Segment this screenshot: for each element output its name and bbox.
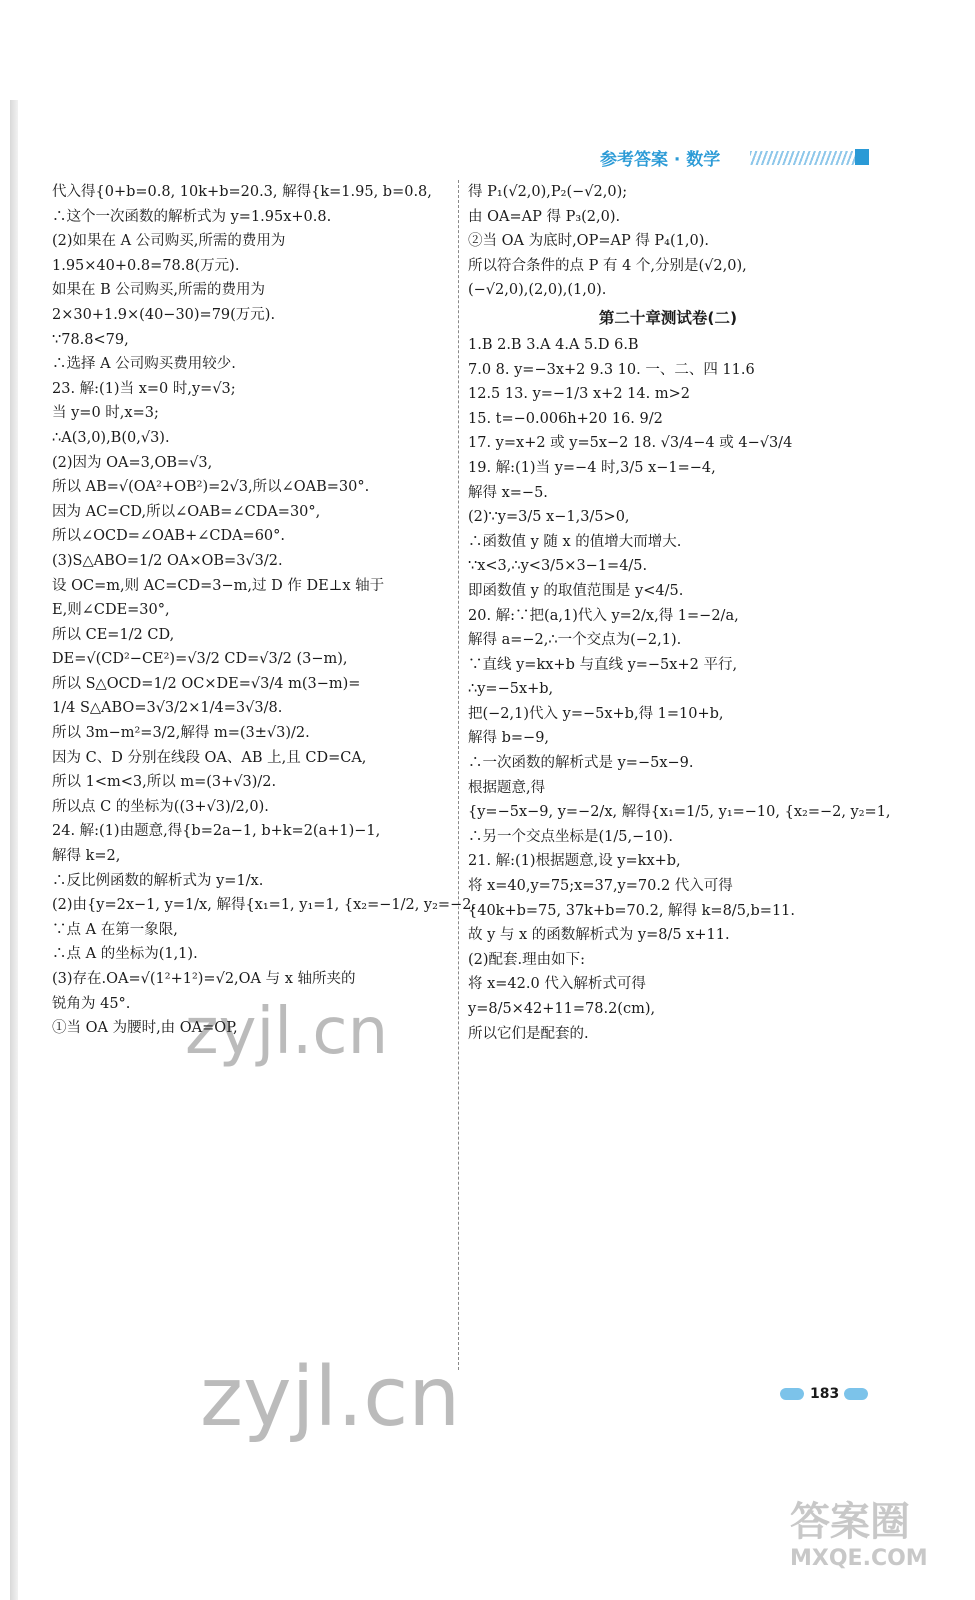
section-title: 第二十章测试卷(二)	[598, 308, 738, 327]
text-line: 解得 a=−2,∴一个交点为(−2,1).	[468, 632, 682, 649]
text-line: ∴另一个交点坐标是(1/5,−10).	[468, 828, 673, 845]
text-line: 得 P₁(√2,0),P₂(−√2,0);	[468, 184, 628, 200]
right-column-bottom	[468, 333, 891, 1046]
text-line: 21. 解:(1)根据题意,设 y=kx+b,	[468, 853, 681, 870]
watermark-1: zyjl.cn	[185, 995, 389, 1069]
text-line: 所以点 C 的坐标为((3+√3)/2,0).	[52, 798, 269, 815]
text-line: 19. 解:(1)当 y=−4 时,3/5 x−1=−4,	[468, 459, 716, 476]
page-header	[600, 145, 870, 171]
site-stamp	[790, 1490, 950, 1580]
text-line: 1.B 2.B 3.A 4.A 5.D 6.B	[468, 336, 639, 353]
header-stripes	[750, 151, 855, 165]
text-line: 所以 AB=√(OA²+OB²)=2√3,所以∠OAB=30°.	[52, 479, 370, 496]
text-line: {y=−5x−9, y=−2/x, 解得{x₁=1/5, y₁=−10, {x₂=−2, y₂=1,	[468, 804, 891, 821]
text-line: 24. 解:(1)由题意,得{b=2a−1, b+k=2(a+1)−1,	[52, 823, 381, 840]
text-line: ∴A(3,0),B(0,√3).	[52, 429, 170, 446]
text-line: ∴y=−5x+b,	[468, 681, 554, 698]
text-line: 所以 3m−m²=3/2,解得 m=(3±√3)/2.	[52, 725, 310, 742]
text-line: 17. y=x+2 或 y=5x−2 18. √3/4−4 或 4−√3/4	[468, 435, 793, 452]
text-line: (2)如果在 A 公司购买,所需的费用为	[52, 233, 286, 250]
text-line: ∵点 A 在第一象限,	[52, 921, 178, 938]
text-line: ∵x<3,∴y<3/5×3−1=4/5.	[468, 558, 648, 575]
page-number: 183	[810, 1386, 840, 1402]
text-line: 解得 k=2,	[52, 848, 121, 865]
text-line: ②当 OA 为底时,OP=AP 得 P₄(1,0).	[468, 233, 709, 250]
text-line: (2)∵y=3/5 x−1,3/5>0,	[468, 509, 630, 526]
text-line: ∴这个一次函数的解析式为 y=1.95x+0.8.	[52, 208, 332, 225]
text-line: 将 x=40,y=75;x=37,y=70.2 代入可得	[468, 878, 733, 895]
text-line: 所以 S△OCD=1/2 OC×DE=√3/4 m(3−m)=	[52, 675, 361, 692]
text-line: 12.5 13. y=−1/3 x+2 14. m>2	[468, 386, 690, 403]
text-line: 解得 x=−5.	[468, 484, 548, 501]
text-line: E,则∠CDE=30°,	[52, 602, 170, 619]
text-line: ∵78.8<79,	[52, 331, 129, 348]
text-line: 所以它们是配套的.	[468, 1025, 589, 1042]
text-line: ∴一次函数的解析式是 y=−5x−9.	[468, 755, 694, 772]
text-line: 1/4 S△ABO=3√3/2×1/4=3√3/8.	[52, 700, 283, 717]
text-line: ∴函数值 y 随 x 的值增大而增大.	[468, 533, 682, 550]
text-line: 1.95×40+0.8=78.8(万元).	[52, 257, 240, 274]
text-line: 15. t=−0.006h+20 16. 9/2	[468, 410, 663, 427]
text-line: 20. 解:∵把(a,1)代入 y=2/x,得 1=−2/a,	[468, 607, 739, 624]
right-column-top	[468, 180, 868, 303]
column-divider	[458, 180, 459, 1370]
text-line: 代入得{0+b=0.8, 10k+b=20.3, 解得{k=1.95, b=0.8,	[52, 184, 432, 200]
text-line: (2)由{y=2x−1, y=1/x, 解得{x₁=1, y₁=1, {x₂=−1/2, y₂=−2.	[52, 897, 477, 914]
watermark-2: zyjl.cn	[200, 1350, 461, 1445]
text-line: 2×30+1.9×(40−30)=79(万元).	[52, 306, 276, 323]
text-line: (2)因为 OA=3,OB=√3,	[52, 454, 213, 471]
left-column	[52, 180, 477, 1041]
text-line: 把(−2,1)代入 y=−5x+b,得 1=10+b,	[468, 705, 724, 722]
page-number-dot-left	[780, 1388, 804, 1400]
right-column	[468, 180, 891, 1046]
text-line: ∴点 A 的坐标为(1,1).	[52, 946, 198, 963]
stamp-line-1: 答案圈	[790, 1499, 910, 1545]
page-number-badge	[780, 1382, 870, 1406]
text-line: 锐角为 45°.	[52, 995, 131, 1012]
text-line: 7.0 8. y=−3x+2 9.3 10. 一、二、四 11.6	[468, 361, 755, 378]
header-block	[855, 149, 869, 165]
text-line: (2)配套.理由如下:	[468, 951, 586, 968]
text-line: {40k+b=75, 37k+b=70.2, 解得 k=8/5,b=11.	[468, 902, 796, 919]
text-line: y=8/5×42+11=78.2(cm),	[468, 1001, 656, 1017]
text-line: 故 y 与 x 的函数解析式为 y=8/5 x+11.	[468, 927, 730, 944]
text-line: ∴选择 A 公司购买费用较少.	[52, 356, 236, 373]
text-line: 将 x=42.0 代入解析式可得	[468, 976, 646, 993]
header-title: 参考答案 · 数学	[600, 150, 721, 170]
text-line: 23. 解:(1)当 x=0 时,y=√3;	[52, 380, 236, 397]
text-line: (−√2,0),(2,0),(1,0).	[468, 282, 607, 299]
text-line: 因为 AC=CD,所以∠OAB=∠CDA=30°,	[52, 503, 321, 520]
text-line: 因为 C、D 分别在线段 OA、AB 上,且 CD=CA,	[52, 749, 367, 766]
text-line: ∴反比例函数的解析式为 y=1/x.	[52, 872, 264, 889]
text-line: (3)S△ABO=1/2 OA×OB=3√3/2.	[52, 552, 283, 569]
text-line: 解得 b=−9,	[468, 730, 550, 747]
text-line: 即函数值 y 的取值范围是 y<4/5.	[468, 582, 684, 599]
text-line: 设 OC=m,则 AC=CD=3−m,过 D 作 DE⊥x 轴于	[52, 577, 385, 594]
page-spine-shadow	[10, 100, 18, 1600]
text-line: 所以 CE=1/2 CD,	[52, 626, 175, 643]
text-line: DE=√(CD²−CE²)=√3/2 CD=√3/2 (3−m),	[52, 651, 348, 668]
text-line: ①当 OA 为腰时,由 OA=OP,	[52, 1020, 238, 1037]
text-line: 如果在 B 公司购买,所需的费用为	[52, 282, 265, 299]
text-line: 当 y=0 时,x=3;	[52, 405, 159, 422]
text-line: (3)存在.OA=√(1²+1²)=√2,OA 与 x 轴所夹的	[52, 971, 356, 987]
text-line: 所以∠OCD=∠OAB+∠CDA=60°.	[52, 528, 286, 545]
text-line: 由 OA=AP 得 P₃(2,0).	[468, 208, 621, 225]
text-line: 所以符合条件的点 P 有 4 个,分别是(√2,0),	[468, 257, 747, 274]
text-line: ∵直线 y=kx+b 与直线 y=−5x+2 平行,	[468, 656, 738, 673]
stamp-line-2: MXQE.COM	[790, 1546, 928, 1571]
page-number-dot-right	[844, 1388, 868, 1400]
text-line: 所以 1<m<3,所以 m=(3+√3)/2.	[52, 774, 277, 791]
text-line: 根据题意,得	[468, 779, 546, 796]
